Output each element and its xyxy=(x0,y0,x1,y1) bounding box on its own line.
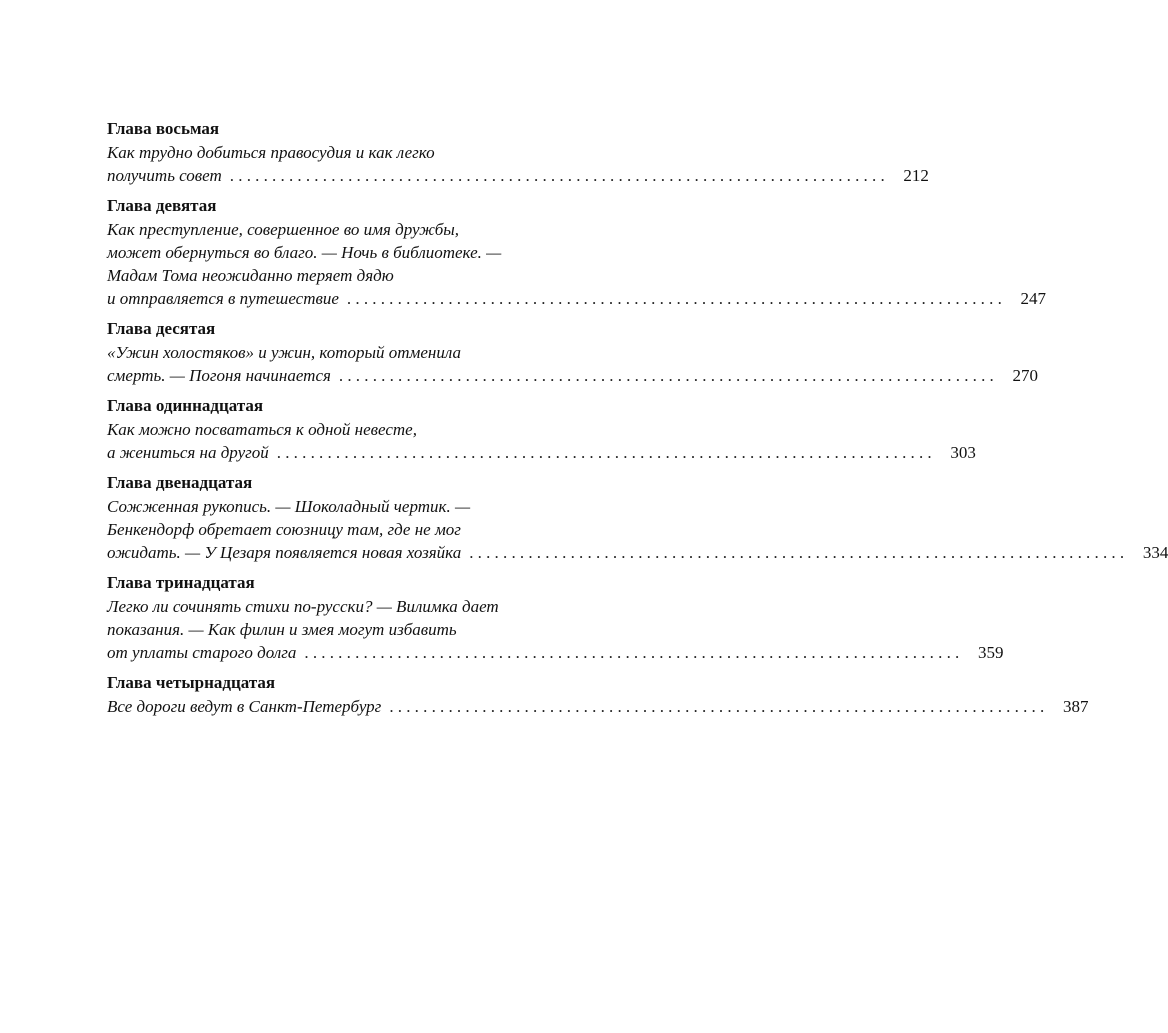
chapter-summary-line: может обернуться во благо. — Ночь в библиотеке. — xyxy=(107,243,502,262)
chapter-summary-text: ожидать. — У Цезаря появляется новая хозяйка xyxy=(107,543,462,562)
chapter-summary-line: Мадам Тома неожиданно теряет дядю xyxy=(107,266,394,285)
chapter-title: Глава восьмая xyxy=(107,119,220,138)
page-number: 270 xyxy=(1012,366,1038,385)
chapter-summary-line: Как преступление, совершенное во имя дружбы, xyxy=(107,220,460,239)
chapter-summary-text: и отправляется в путешествие xyxy=(107,289,339,308)
toc-entry xyxy=(107,117,929,187)
chapter-summary-line: «Ужин холостяков» и ужин, который отменила xyxy=(107,343,461,362)
dot-leader: .............................................................................. xyxy=(276,443,936,462)
chapter-summary-text: смерть. — Погоня начинается xyxy=(107,366,331,385)
chapter-summary-last-line xyxy=(107,441,976,464)
toc-entry xyxy=(107,471,1168,564)
chapter-summary-text: получить совет xyxy=(107,166,222,185)
chapter-summary-last-line xyxy=(107,287,1047,310)
chapter-title: Глава одиннадцатая xyxy=(107,396,264,415)
toc-entry xyxy=(107,194,1047,310)
dot-leader: .............................................................................. xyxy=(338,366,998,385)
chapter-summary-last-line xyxy=(107,695,1089,718)
dot-leader: .............................................................................. xyxy=(304,643,964,662)
chapter-title: Глава четырнадцатая xyxy=(107,673,276,692)
chapter-summary-line: показания. — Как филин и змея могут избавить xyxy=(107,620,457,639)
page-number: 359 xyxy=(977,643,1004,662)
dot-leader: .............................................................................. xyxy=(389,697,1049,716)
chapter-title: Глава тринадцатая xyxy=(107,573,255,592)
toc-entry xyxy=(107,317,1038,387)
page-number: 247 xyxy=(1020,289,1047,308)
toc-entry xyxy=(107,671,1089,718)
chapter-summary-text: а жениться на другой xyxy=(107,443,269,462)
chapter-title: Глава десятая xyxy=(107,319,216,338)
chapter-summary-line: Как можно посвататься к одной невесте, xyxy=(107,420,417,439)
chapter-summary-line: Сожженная рукопись. — Шоколадный чертик. — xyxy=(107,497,471,516)
dot-leader: .............................................................................. xyxy=(229,166,889,185)
page-number: 212 xyxy=(903,166,929,185)
table-of-contents xyxy=(107,117,1168,725)
dot-leader: .............................................................................. xyxy=(346,289,1007,308)
chapter-summary-line: Бенкендорф обретает союзницу там, где не мог xyxy=(107,520,461,539)
chapter-title: Глава двенадцатая xyxy=(107,473,253,492)
chapter-summary-last-line xyxy=(107,541,1168,564)
chapter-title: Глава девятая xyxy=(107,196,217,215)
toc-entry xyxy=(107,394,976,464)
chapter-summary-last-line xyxy=(107,164,929,187)
page-number: 387 xyxy=(1062,697,1089,716)
chapter-summary-line: Легко ли сочинять стихи по-русски? — Вилимка дает xyxy=(107,597,499,616)
chapter-summary-text: Все дороги ведут в Санкт-Петербург xyxy=(107,697,382,716)
page-number: 334 xyxy=(1142,543,1168,562)
chapter-summary-text: от уплаты старого долга xyxy=(107,643,297,662)
chapter-summary-last-line xyxy=(107,641,1004,664)
chapter-summary-line: Как трудно добиться правосудия и как легко xyxy=(107,143,435,162)
chapter-summary-last-line xyxy=(107,364,1038,387)
dot-leader: .............................................................................. xyxy=(469,543,1129,562)
page-number: 303 xyxy=(950,443,976,462)
toc-entry xyxy=(107,571,1004,664)
